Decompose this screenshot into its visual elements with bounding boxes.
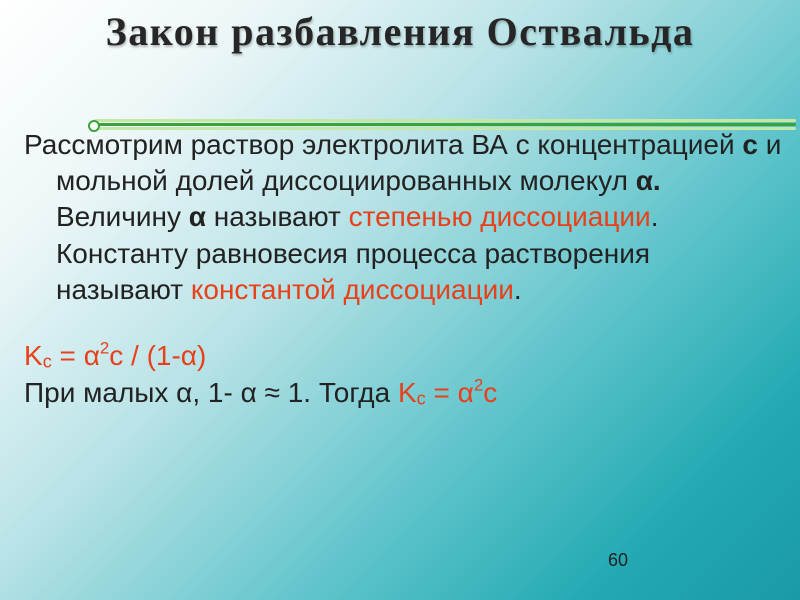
divider-line-light-top — [94, 119, 796, 122]
alpha-symbol: α. — [635, 165, 661, 197]
formula-k-letter: K — [24, 340, 43, 372]
formula-k-subscript: c — [42, 351, 52, 372]
concentration-symbol: с — [742, 129, 758, 160]
formula-rhs-part2: c / (1-α) — [109, 340, 207, 372]
formula-k-symbol — [24, 340, 52, 371]
divider-line-green — [94, 123, 796, 126]
slide-body — [24, 127, 784, 411]
para-text-5: . Константу равновесия процесса растворения называют — [56, 201, 659, 305]
approx-rhs-part1: = α — [425, 376, 474, 408]
formula-ostwald — [24, 338, 784, 375]
para-text-2: и мольной долей диссоциированных молекул — [56, 129, 782, 197]
para-text-3: Величину — [56, 201, 189, 233]
approx-k-subscript: c — [416, 388, 426, 409]
page-number: 60 — [608, 550, 629, 570]
slide-title: Закон разбавления Оствальда — [105, 9, 695, 54]
approx-exponent: 2 — [473, 374, 484, 394]
approx-formula — [397, 374, 498, 409]
formula-rhs-part1: = α — [51, 340, 100, 372]
approx-rhs-part2: c — [483, 376, 498, 408]
approx-k-letter: K — [397, 376, 417, 408]
para-text-6: . — [513, 273, 522, 305]
formula-approximation — [24, 375, 784, 412]
approximation-text: При малых α, 1- α ≈ 1. Тогда — [24, 376, 398, 408]
formula-rhs — [52, 340, 207, 371]
term-degree-of-dissociation: степенью диссоциации — [348, 201, 651, 233]
formula-exponent: 2 — [99, 338, 110, 358]
alpha-symbol-2: α — [188, 201, 206, 233]
term-dissociation-constant: константой диссоциации — [190, 273, 514, 305]
definition-paragraph — [24, 127, 784, 308]
para-text-1: Рассмотрим раствор электролита ВА с концентрацией — [24, 129, 743, 160]
para-text-4: называют — [206, 201, 349, 233]
